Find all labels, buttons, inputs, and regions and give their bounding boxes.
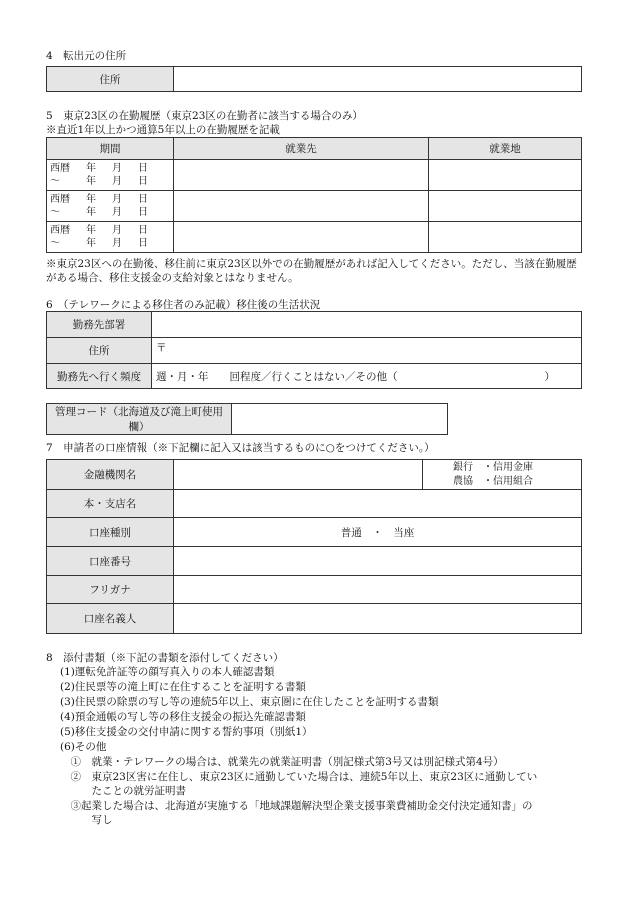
branch-label: 本・支店名 bbox=[47, 490, 174, 518]
section-6-title: 6 （テレワークによる移住者のみ記載）移住後の生活状況 bbox=[46, 299, 321, 311]
period-cell[interactable]: 西暦 年 月 日 ～ 年 月 日 bbox=[47, 222, 174, 253]
account-type-label: 口座種別 bbox=[47, 518, 174, 547]
freq-field[interactable]: 週・月・年 回程度／行くことはない／その他（ ） bbox=[152, 364, 582, 389]
postal-mark: 〒 bbox=[156, 342, 167, 354]
work-location-field[interactable] bbox=[429, 191, 582, 222]
list-item: ③起業した場合は、北海道が実施する「地域課題解決型企業支援事業費補助金交付決定通知書」の bbox=[60, 800, 533, 812]
work-history-table bbox=[46, 137, 582, 253]
telework-address-field[interactable] bbox=[152, 338, 582, 364]
section-8-title: 8 添付書類（※下記の書類を添付してください） bbox=[46, 652, 284, 664]
employer-field[interactable] bbox=[174, 191, 429, 222]
header-employer: 就業先 bbox=[174, 138, 429, 160]
list-item: (4)預金通帳の写し等の移住支援金の振込先確認書類 bbox=[60, 711, 306, 723]
list-item: (5)移住支援金の交付申請に関する誓約事項（別紙1） bbox=[60, 726, 313, 738]
section-5-note: ※東京23区への在勤後、移住前に東京23区以外での在勤履歴があれば記入してください。ただし、当該在勤履歴がある場合、移住支援金の支給対象とはなりません。 bbox=[46, 258, 577, 284]
period-cell[interactable]: 西暦 年 月 日 ～ 年 月 日 bbox=[47, 191, 174, 222]
period-cell[interactable]: 西暦 年 月 日 ～ 年 月 日 bbox=[47, 160, 174, 191]
management-code-field[interactable] bbox=[232, 404, 448, 435]
list-item: たことの就労証明書 bbox=[60, 785, 186, 797]
furigana-field[interactable] bbox=[174, 576, 582, 604]
table-row bbox=[47, 160, 582, 191]
dept-field[interactable] bbox=[152, 312, 582, 338]
freq-label: 勤務先へ行く頻度 bbox=[47, 364, 152, 389]
section-5-title: 5 東京23区の在勤履歴（東京23区の在勤者に該当する場合のみ） bbox=[46, 110, 363, 122]
origin-address-field[interactable] bbox=[174, 67, 582, 92]
bank-account-table bbox=[46, 459, 582, 634]
management-code-table bbox=[46, 403, 448, 435]
work-location-field[interactable] bbox=[429, 222, 582, 253]
list-item: (6)その他 bbox=[60, 741, 107, 753]
bank-name-label: 金融機関名 bbox=[47, 460, 174, 490]
list-item: (2)住民票等の滝上町に在住することを証明する書類 bbox=[60, 681, 306, 693]
origin-address-table bbox=[46, 66, 582, 92]
account-holder-field[interactable] bbox=[174, 604, 582, 634]
section-4-title: 4 転出元の住所 bbox=[46, 50, 127, 62]
work-location-field[interactable] bbox=[429, 160, 582, 191]
origin-address-label: 住所 bbox=[47, 67, 174, 92]
header-work-location: 就業地 bbox=[429, 138, 582, 160]
branch-field[interactable] bbox=[174, 490, 582, 518]
list-item: ① 就業・テレワークの場合は、就業先の就業証明書（別記様式第3号又は別記様式第4号） bbox=[60, 756, 504, 768]
table-row bbox=[47, 191, 582, 222]
management-code-label: 管理コード（北海道及び滝上町使用欄） bbox=[47, 404, 232, 435]
account-type-options[interactable]: 普通 ・ 当座 bbox=[174, 518, 582, 547]
dept-label: 勤務先部署 bbox=[47, 312, 152, 338]
account-holder-label: 口座名義人 bbox=[47, 604, 174, 634]
account-number-field[interactable] bbox=[174, 547, 582, 576]
telework-address-label: 住所 bbox=[47, 338, 152, 364]
list-item: 写し bbox=[60, 814, 113, 826]
bank-name-field[interactable] bbox=[174, 460, 423, 490]
list-item: ② 東京23区害に在住し、東京23区に通勤していた場合は、連続5年以上、東京23区に通勤してい bbox=[60, 771, 538, 783]
list-item: (3)住民票の除票の写し等の連続5年以上、東京圏に在住したことを証明する書類 bbox=[60, 696, 439, 708]
account-number-label: 口座番号 bbox=[47, 547, 174, 576]
section-5-subtitle: ※直近1年以上かつ通算5年以上の在勤履歴を記載 bbox=[46, 124, 280, 136]
section-7-title: 7 申請者の口座情報（※下記欄に記入又は該当するものに○をつけてください。） bbox=[46, 442, 435, 454]
employer-field[interactable] bbox=[174, 222, 429, 253]
table-row bbox=[47, 222, 582, 253]
employer-field[interactable] bbox=[174, 160, 429, 191]
furigana-label: フリガナ bbox=[47, 576, 174, 604]
list-item: (1)運転免許証等の顔写真入りの本人確認書類 bbox=[60, 666, 275, 678]
telework-table bbox=[46, 311, 582, 389]
bank-type-options[interactable]: 銀行 ・信用金庫 農協 ・信用組合 bbox=[423, 460, 582, 490]
header-period: 期間 bbox=[47, 138, 174, 160]
